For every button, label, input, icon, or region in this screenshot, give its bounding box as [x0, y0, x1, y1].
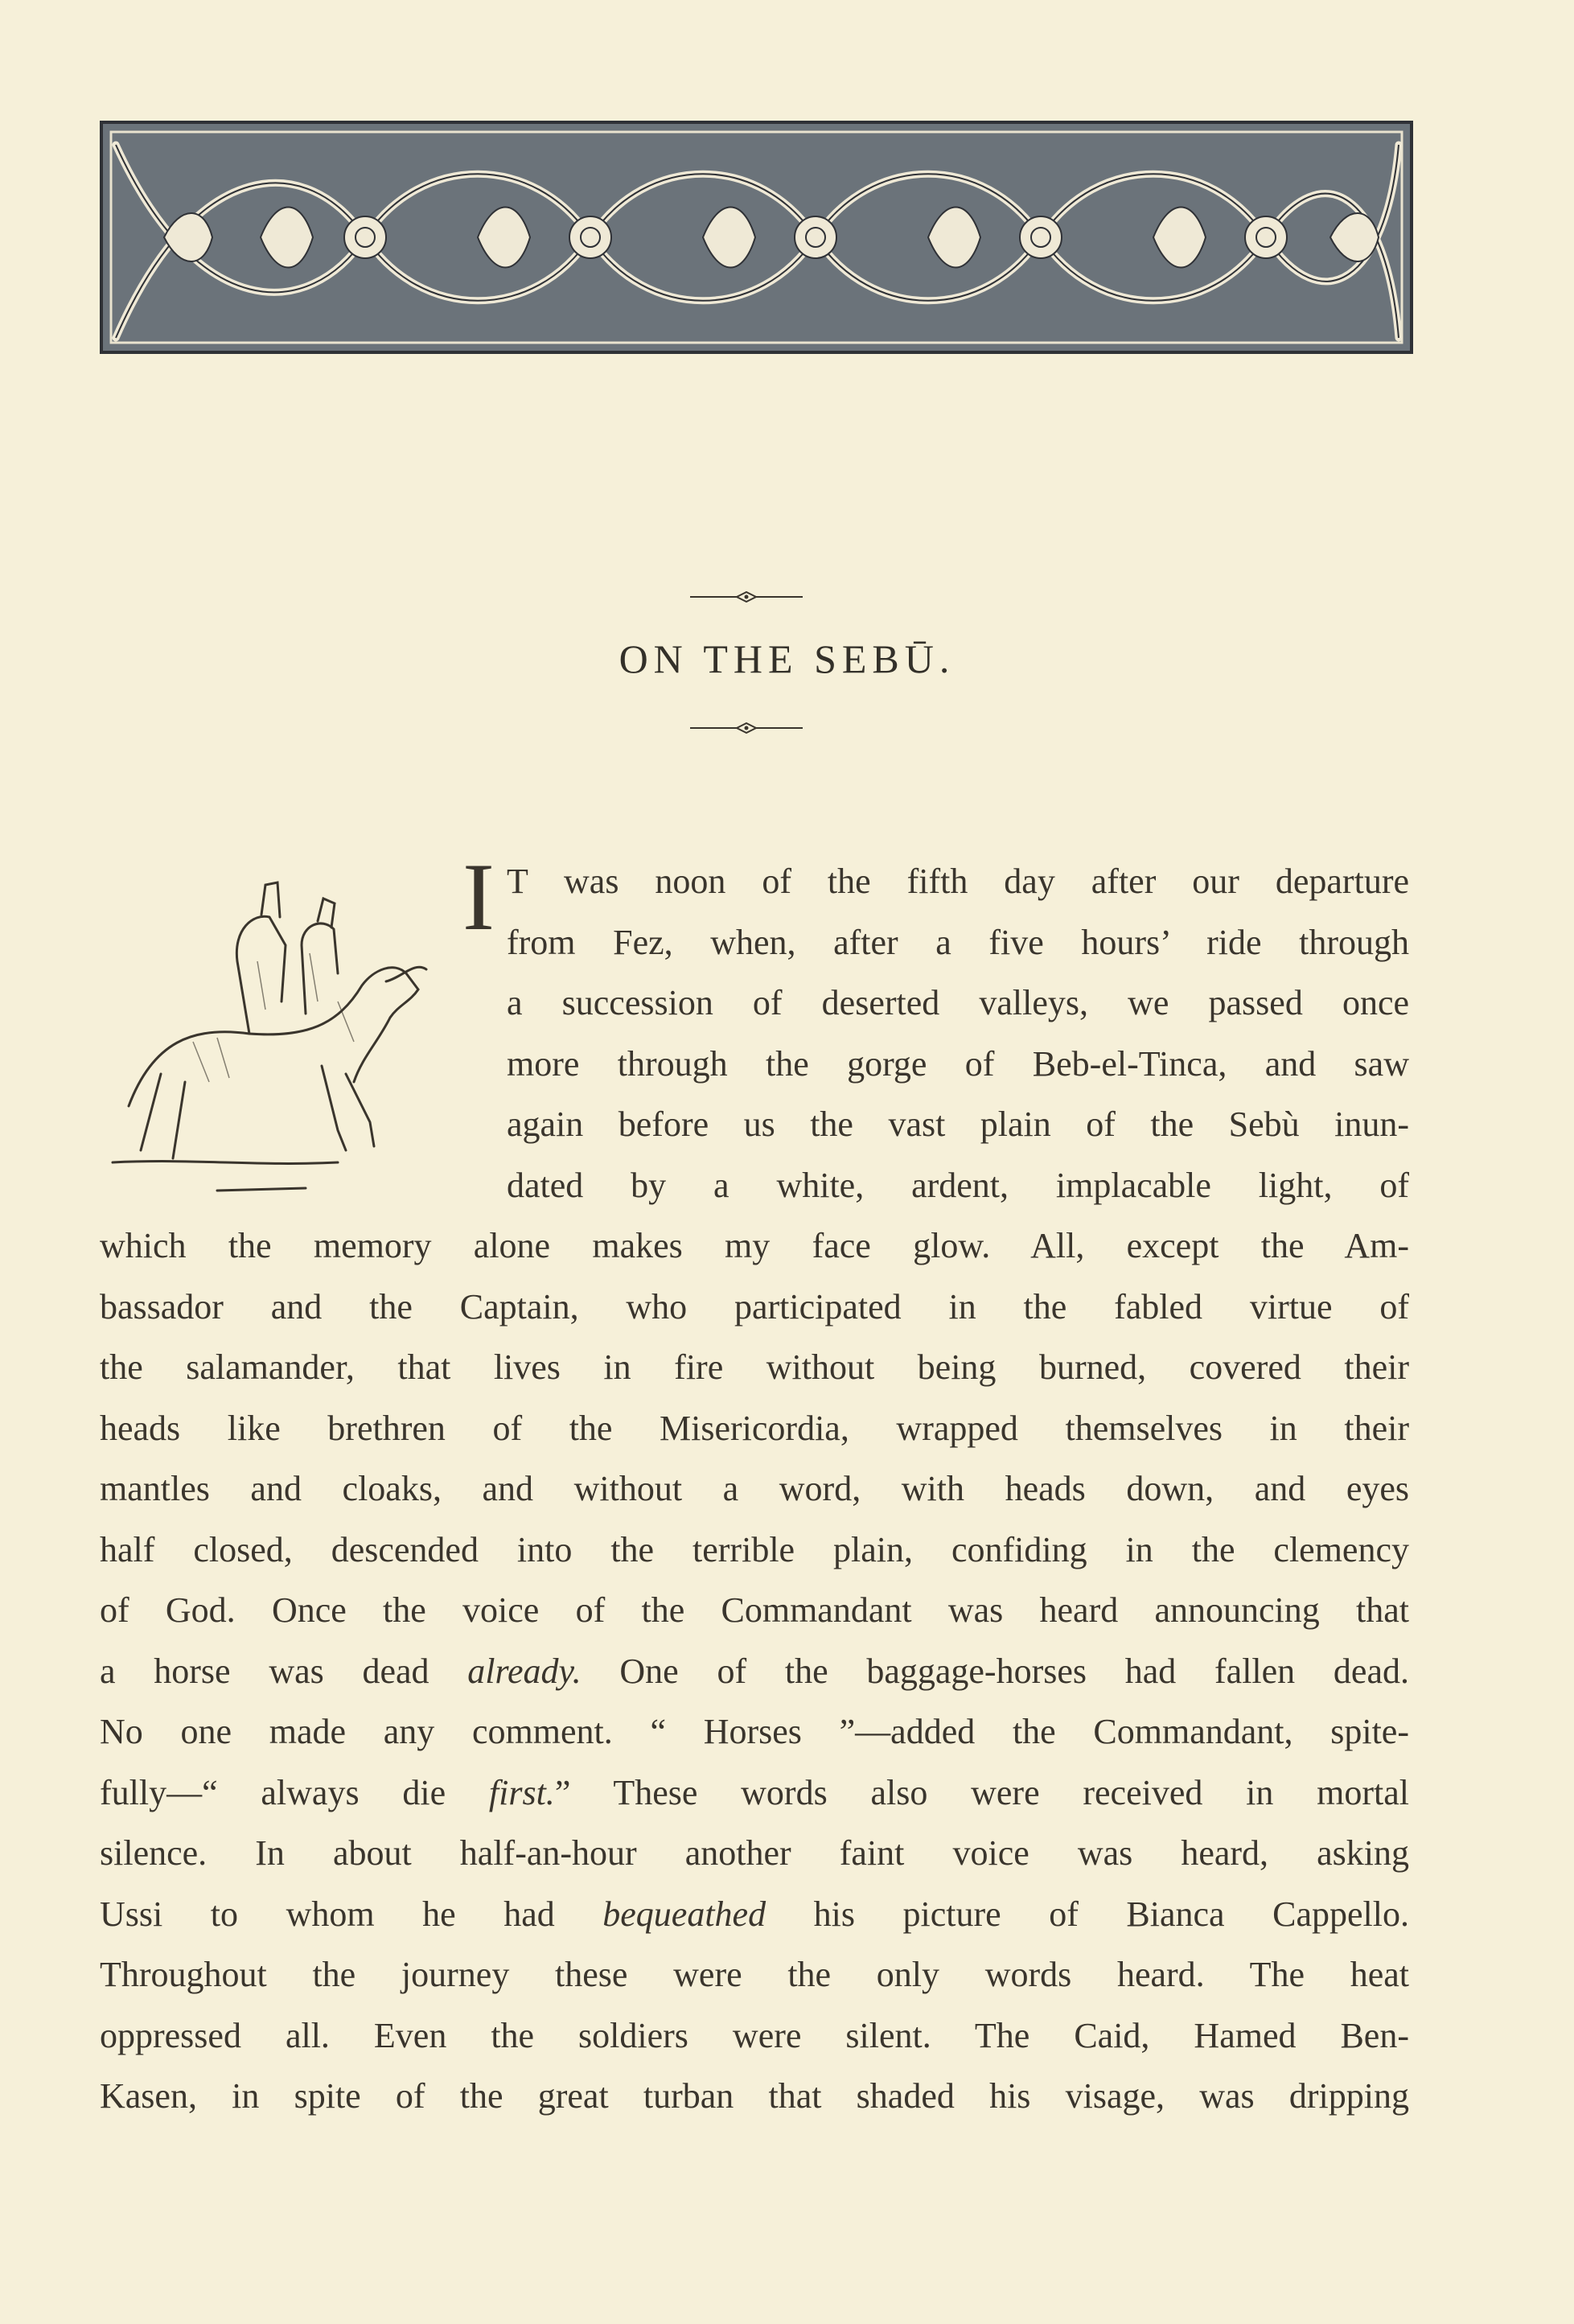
text-line: mantles and cloaks, and without a word, with heads down, and eyes: [100, 1469, 1409, 1508]
text-line: Ussi to whom he had bequeathed his picture of Bianca Cappello.: [100, 1894, 1409, 1934]
ornamental-headpiece: [100, 121, 1413, 354]
text-line: silence. In about half-an-hour another faint voice was heard, asking: [100, 1833, 1409, 1873]
italic-word: first.: [488, 1772, 555, 1812]
text-line: heads like brethren of the Misericordia, wrapped themselves in their: [100, 1408, 1409, 1448]
text-line: No one made any comment. “ Horses ”—added the Commandant, spite-: [100, 1712, 1409, 1751]
text-line: a succession of deserted valleys, we passed once: [507, 983, 1409, 1022]
body-text: [100, 843, 1409, 2127]
italic-word: already.: [467, 1651, 582, 1691]
text-line: T was noon of the fifth day after our departure: [507, 862, 1409, 901]
text-line: again before us the vast plain of the Sebù inun-: [507, 1104, 1409, 1144]
italic-word: bequeathed: [602, 1894, 766, 1934]
text-line: the salamander, that lives in fire without being burned, covered their: [100, 1347, 1409, 1387]
text-line: fully—“ always die first.” These words also were received in mortal: [100, 1772, 1409, 1812]
title-ornament-bottom: [690, 722, 803, 734]
text-line: Throughout the journey these were the only words heard. The heat: [100, 1955, 1409, 1994]
text-line: half closed, descended into the terrible plain, confiding in the clemency: [100, 1529, 1409, 1569]
text-line: of God. Once the voice of the Commandant was heard announcing that: [100, 1590, 1409, 1630]
text-line: dated by a white, ardent, implacable light, of: [507, 1165, 1409, 1205]
text-line: Kasen, in spite of the great turban that shaded his visage, was dripping: [100, 2076, 1409, 2116]
text-line: which the memory alone makes my face glow. All, except the Am-: [100, 1226, 1409, 1265]
text-line: a horse was dead already. One of the baggage-horses had fallen dead.: [100, 1651, 1409, 1691]
text-line: from Fez, when, after a five hours’ ride through: [507, 922, 1409, 962]
drop-cap: I: [462, 843, 495, 950]
chapter-title: ON THE SEBŪ.: [619, 636, 955, 681]
text-line: more through the gorge of Beb-el-Tinca, and saw: [507, 1043, 1409, 1084]
text-line: bassador and the Captain, who participated in the fabled virtue of: [100, 1286, 1409, 1327]
title-ornament-top: [690, 591, 803, 603]
text-line: oppressed all. Even the soldiers were silent. The Caid, Hamed Ben-: [100, 2015, 1409, 2055]
